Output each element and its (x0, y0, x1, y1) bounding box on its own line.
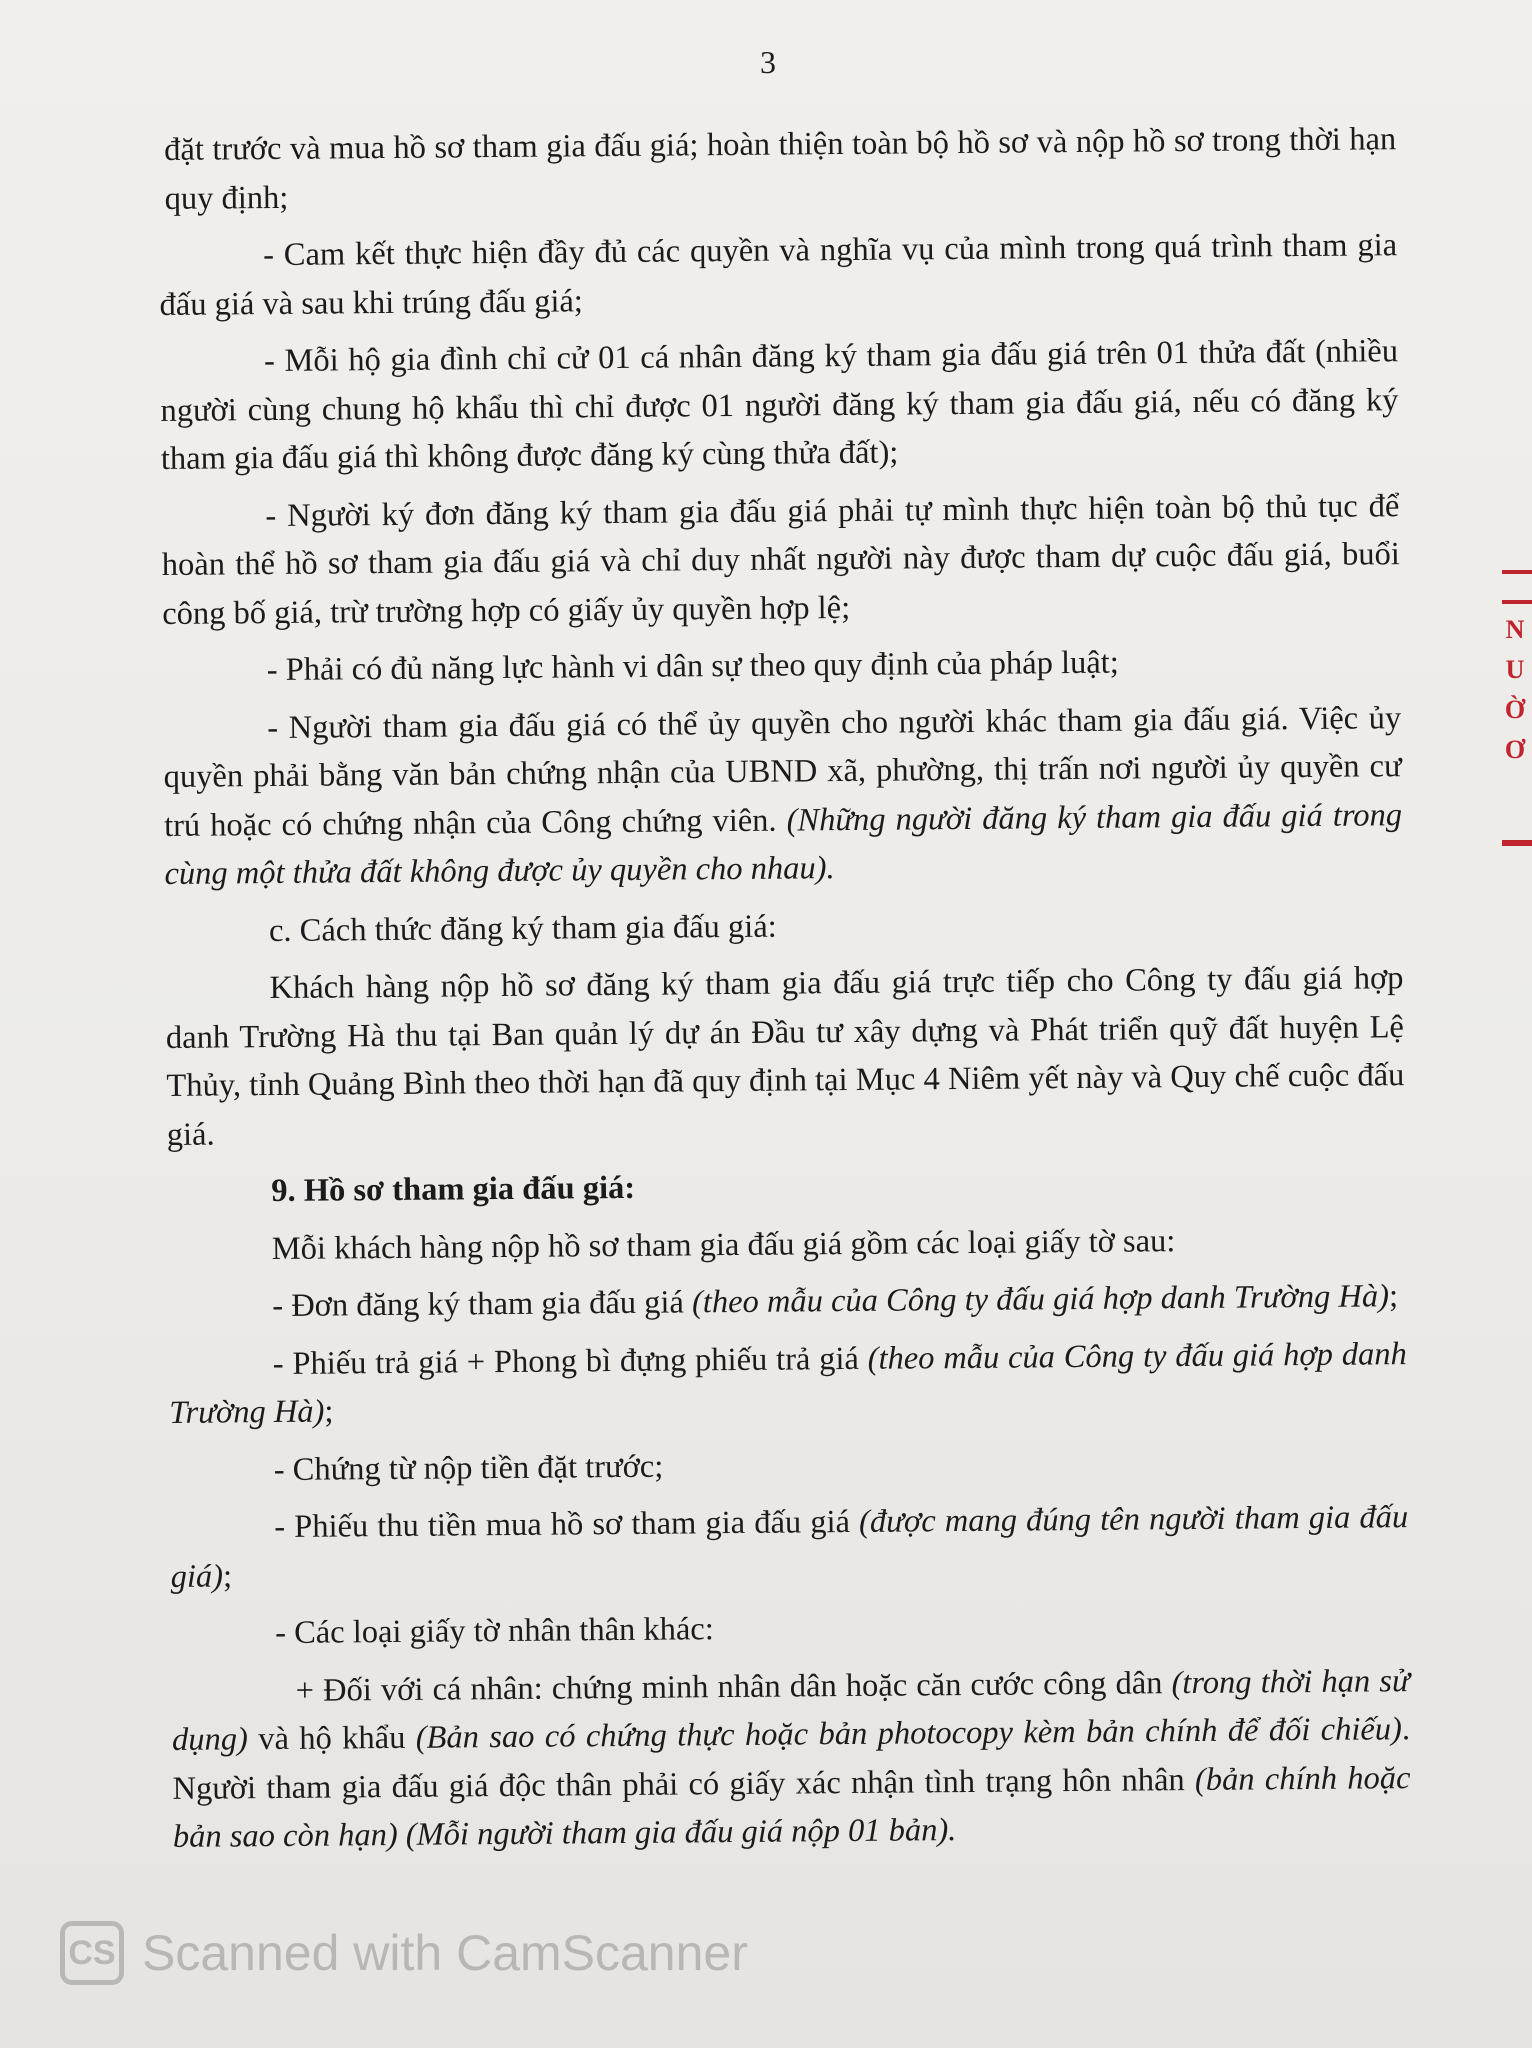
paragraph-text: - Người ký đơn đăng ký tham gia đấu giá phải tự mình thực hiện toàn bộ thủ tục để hoàn thể hồ sơ tham gia đấu giá và chỉ duy nhất người này được tham dự cuộc đấu giá, buổi công bố giá, trừ trường hợp có giấy ủy quyền hợp lệ; (161, 487, 1400, 632)
paragraph-text: Khách hàng nộp hồ sơ đăng ký tham gia đấu giá trực tiếp cho Công ty đấu giá hợp danh Trường Hà thu tại Ban quản lý dự án Đầu tư xây dựng và Phát triển quỹ đất huyện Lệ Thủy, tỉnh Quảng Bình theo thời hạn đã quy định tại Mục 4 Niêm yết này và Quy chế cuộc đấu giá. (165, 960, 1405, 1153)
stamp-mark (1502, 840, 1532, 846)
paragraph-text: - Người tham gia đấu giá có thể ủy quyền cho người khác tham gia đấu giá. Việc ủy quyền phải bằng văn bản chứng nhận của UBND xã, phường, thị trấn nơi người ủy quyền cư trú hoặc có chứng nhận của Công chứng viên. (163, 699, 1402, 844)
paragraph-text: - Phải có đủ năng lực hành vi dân sự theo quy định của pháp luật; (266, 644, 1119, 689)
paragraph-text: đặt trước và mua hồ sơ tham gia đấu giá; hoàn thiện toàn bộ hồ sơ và nộp hồ sơ trong thời hạn quy định; (164, 121, 1397, 217)
paragraph-documents-intro (168, 1215, 1406, 1274)
paragraph-italic-note: (bản chính hoặc bản sao còn hạn) (172, 1759, 1411, 1855)
list-item-bid-sheet (169, 1330, 1408, 1438)
paragraph-text: + Đối với cá nhân: chứng minh nhân dân hoặc căn cước công dân (295, 1664, 1163, 1709)
paragraph-italic-note: (Mỗi người tham gia đấu giá nộp 01 bản). (405, 1812, 957, 1853)
paragraph-text: và hộ khẩu (258, 1719, 406, 1758)
paragraph-commitment (159, 221, 1398, 329)
list-item-application-form (168, 1272, 1406, 1331)
paragraph-signer (161, 482, 1400, 638)
paragraph-text: - Các loại giấy tờ nhân thân khác: (274, 1611, 714, 1652)
paragraph-text: . Người tham gia đấu giá độc thân phải có giấy xác nhận tình trạng hôn nhân (172, 1711, 1411, 1807)
camscanner-watermark (60, 1918, 748, 1988)
document-body (158, 115, 1411, 1870)
paragraph-text: c. Cách thức đăng ký tham gia đấu giá: (268, 908, 777, 949)
paragraph-tail: ; (222, 1557, 233, 1594)
stamp-letter: Ơ (1504, 735, 1526, 764)
paragraph-household (160, 327, 1399, 483)
paragraph-submission (165, 954, 1405, 1159)
section-heading-text: 9. Hồ sơ tham gia đấu giá: (271, 1169, 636, 1210)
paragraph-capacity (163, 636, 1401, 695)
paragraph-text: - Cam kết thực hiện đầy đủ các quyền và nghĩa vụ của mình trong quá trình tham gia đấu giá và sau khi trúng đấu giá; (159, 227, 1398, 323)
stamp-letter: U (1505, 655, 1525, 684)
paragraph-tail: ; (324, 1393, 334, 1430)
list-item-identity-docs (171, 1599, 1409, 1658)
paragraph-text: - Mỗi hộ gia đình chỉ cử 01 cá nhân đăng ký tham gia đấu giá trên 01 thửa đất (nhiều người cùng chung hộ khẩu thì chỉ được 01 người đăng ký tham gia đấu giá, nếu có đăng ký tham gia đấu giá thì không được đăng ký cùng thửa đất); (160, 333, 1399, 477)
paragraph-italic-note: (Những người đăng ký tham gia đấu giá trong cùng một thửa đất không được ủy quyền cho nhau). (164, 796, 1403, 892)
paragraph-text: - Chứng từ nộp tiền đặt trước; (273, 1448, 664, 1488)
paragraph-authorization (163, 694, 1403, 899)
sub-item-individual (171, 1657, 1411, 1862)
page-number: 3 (760, 44, 776, 80)
paragraph-italic-note: (trong thời hạn sử dụng) (171, 1662, 1410, 1758)
paragraph-italic-note: (theo mẫu của Công ty đấu giá hợp danh Trường Hà) (169, 1335, 1407, 1431)
paragraph-text: Mỗi khách hàng nộp hồ sơ tham gia đấu giá gồm các loại giấy tờ sau: (271, 1222, 1176, 1267)
list-item-fee-receipt (170, 1493, 1409, 1601)
paragraph-continuation (158, 115, 1397, 223)
paragraph-italic-note: (được mang đúng tên người tham gia đấu giá) (170, 1499, 1409, 1595)
paragraph-italic-note: (theo mẫu của Công ty đấu giá hợp danh Trường Hà) (691, 1278, 1390, 1321)
paragraph-tail: ; (1388, 1278, 1399, 1315)
stamp-letter: N (1505, 615, 1525, 644)
stamp-letter: Ờ (1504, 695, 1526, 724)
camscanner-logo-icon: CS (60, 1921, 124, 1985)
list-item-deposit-receipt (170, 1436, 1408, 1495)
paragraph-text: - Phiếu thu tiền mua hồ sơ tham gia đấu giá (274, 1504, 851, 1546)
paragraph-italic-note: (Bản sao có chứng thực hoặc bản photocopy kèm bản chính để đối chiếu) (415, 1711, 1403, 1756)
paragraph-text: - Đơn đăng ký tham gia đấu giá (272, 1284, 685, 1325)
red-stamp-fragment (1498, 560, 1532, 860)
subheading-registration-method (165, 897, 1403, 956)
section-heading (167, 1157, 1405, 1216)
paragraph-text: - Phiếu trả giá + Phong bì đựng phiếu trả giá (272, 1340, 860, 1382)
watermark-text: Scanned with CamScanner (142, 1925, 748, 1981)
